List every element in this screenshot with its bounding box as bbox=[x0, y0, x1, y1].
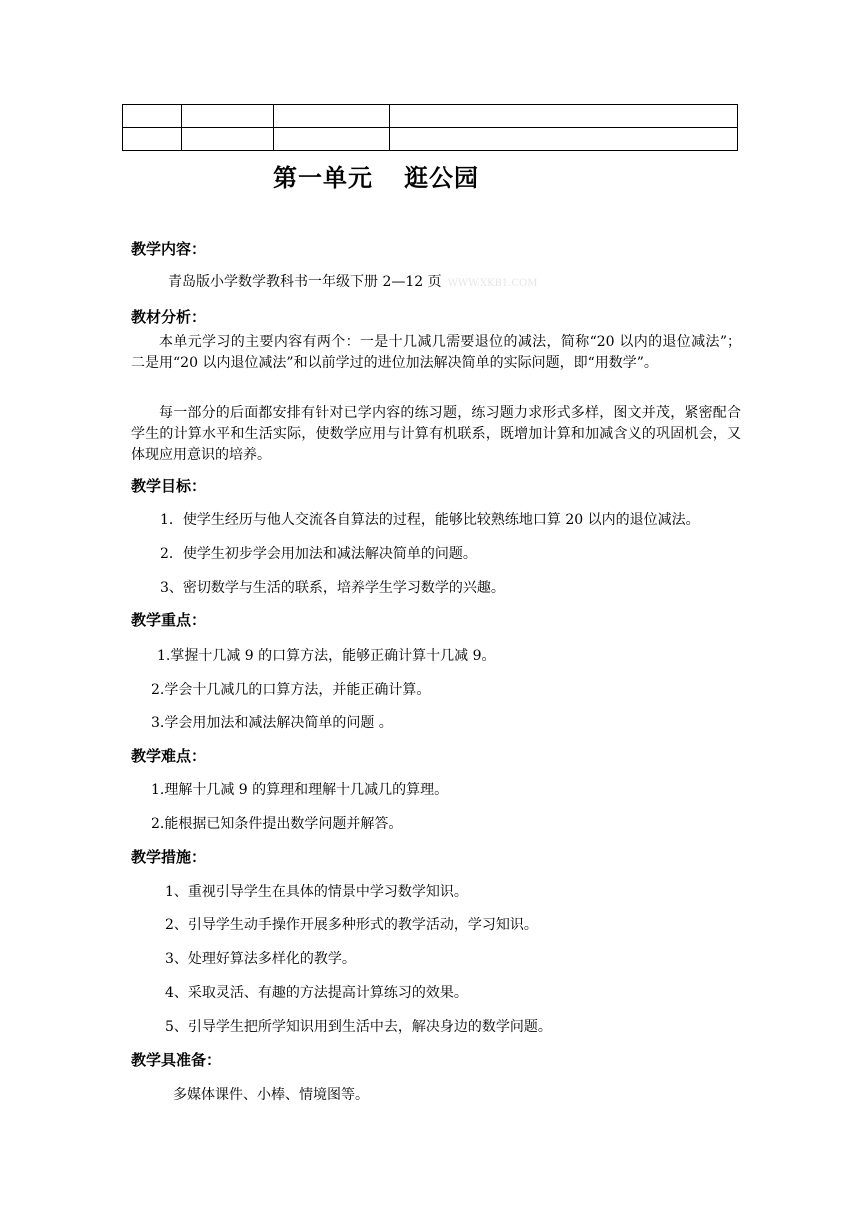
key-point-item: 3.学会用加法和减法解决简单的问题 。 bbox=[151, 715, 393, 731]
header-table-row bbox=[123, 128, 738, 151]
material-analysis-heading: 教材分析： bbox=[131, 308, 207, 326]
measure-item: 4、采取灵活、有趣的方法提高计算练习的效果。 bbox=[165, 985, 468, 1001]
measure-item: 2、引导学生动手操作开展多种形式的教学活动，学习知识。 bbox=[165, 917, 538, 933]
teaching-content-main: 青岛版小学数学教科书一年级下册 2—12 页 bbox=[168, 274, 442, 290]
table-cell bbox=[274, 128, 390, 151]
measure-item: 1、重视引导学生在具体的情景中学习数学知识。 bbox=[165, 884, 468, 900]
measures-heading: 教学措施： bbox=[131, 848, 207, 866]
table-cell bbox=[182, 105, 274, 128]
difficult-points-heading: 教学难点： bbox=[131, 747, 207, 765]
table-cell bbox=[123, 128, 182, 151]
table-cell bbox=[274, 105, 390, 128]
header-table bbox=[122, 104, 738, 151]
key-points-heading: 教学重点： bbox=[131, 611, 207, 629]
preparation-text: 多媒体课件、小棒、情境图等。 bbox=[173, 1087, 369, 1103]
teaching-goals-heading: 教学目标： bbox=[131, 477, 207, 495]
table-cell bbox=[390, 105, 738, 128]
table-cell bbox=[182, 128, 274, 151]
unit-name: 逛公园 bbox=[404, 164, 479, 192]
goal-item: 1．使学生经历与他人交流各自算法的过程，能够比较熟练地口算 20 以内的退位减法。 bbox=[160, 512, 700, 528]
material-analysis-paragraph-1: 本单元学习的主要内容有两个：一是十几减几需要退位的减法，简称“20 以内的退位减法”；二是用“20 以内退位减法”和以前学过的进位加法解决简单的实际问题，即“用数学”。 bbox=[131, 334, 741, 371]
key-point-item: 1.掌握十几减 9 的口算方法，能够正确计算十几减 9。 bbox=[157, 648, 496, 664]
watermark-text: WWW.XKB1.COM bbox=[447, 278, 538, 289]
teaching-content-text bbox=[168, 271, 537, 291]
difficult-point-item: 1.理解十几减 9 的算理和理解十几减几的算理。 bbox=[151, 782, 449, 798]
goal-item: 2．使学生初步学会用加法和减法解决简单的问题。 bbox=[160, 546, 477, 562]
preparation-heading: 教学具准备： bbox=[131, 1051, 222, 1069]
material-analysis-paragraph-2: 每一部分的后面都安排有针对已学内容的练习题，练习题力求形式多样，图文并茂，紧密配合学生的计算水平和生活实际，使数学应用与计算有机联系，既增加计算和加减含义的巩固机会，又体现应用意识的培养。 bbox=[131, 405, 741, 463]
key-point-item: 2.学会十几减几的口算方法，并能正确计算。 bbox=[151, 682, 431, 698]
table-cell bbox=[123, 105, 182, 128]
difficult-point-item: 2.能根据已知条件提出数学问题并解答。 bbox=[151, 816, 403, 832]
goal-item: 3、密切数学与生活的联系，培养学生学习数学的兴趣。 bbox=[160, 580, 505, 596]
table-cell bbox=[390, 128, 738, 151]
measure-item: 5、引导学生把所学知识用到生活中去，解决身边的数学问题。 bbox=[165, 1019, 552, 1035]
teaching-content-heading: 教学内容： bbox=[131, 240, 207, 258]
unit-label: 第一单元 bbox=[273, 164, 373, 192]
header-table-row bbox=[123, 105, 738, 128]
measure-item: 3、处理好算法多样化的教学。 bbox=[165, 951, 356, 967]
